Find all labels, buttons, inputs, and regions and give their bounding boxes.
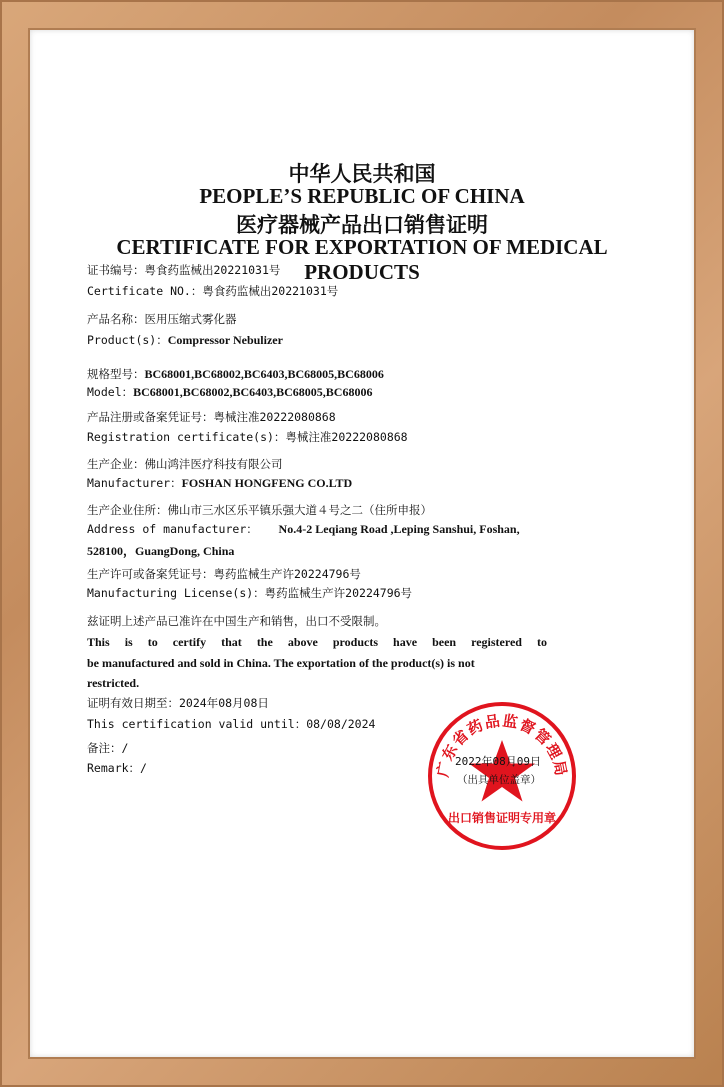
issuer-note: （出具单位盖章）: [457, 774, 541, 786]
certify-cn: 兹证明上述产品已准许在中国生产和销售，出口不受限制。: [87, 614, 386, 628]
validity-cn: 证明有效日期至：2024年08月08日: [87, 696, 269, 710]
registration-cn: 产品注册或备案凭证号：粤械注准20222080868: [87, 410, 336, 424]
license-cn: 生产许可或备案凭证号：粤药监械生产许20224796号: [87, 567, 361, 581]
registration-en: Registration certificate(s)：粤械注准20222080868: [87, 430, 408, 444]
license-en: Manufacturing License(s)：粤药监械生产许20224796号: [87, 586, 413, 600]
manufacturer-cn: 生产企业：佛山鸿沣医疗科技有限公司: [87, 457, 283, 471]
cert-no-en: Certificate NO.：粤食药监械出20221031号: [87, 284, 339, 298]
address-en-line1: Address of manufacturer： No.4-2 Leqiang Road ,Leping Sanshui, Foshan,: [87, 522, 520, 536]
certify-en-line3: restricted.: [87, 676, 140, 690]
certify-en-line2: be manufactured and sold in China. The exportation of the product(s) is not: [87, 655, 475, 670]
model-en: Model：BC68001,BC68002,BC6403,BC68005,BC68006: [87, 385, 373, 399]
product-en: Product(s)：Compressor Nebulizer: [87, 333, 283, 347]
issue-date: 2022年08月09日: [455, 755, 541, 768]
title-en-line1: CERTIFICATE FOR EXPORTATION OF MEDICAL: [116, 235, 608, 259]
country-en: PEOPLE’S REPUBLIC OF CHINA: [199, 184, 525, 208]
product-cn: 产品名称：医用压缩式雾化器: [87, 312, 237, 326]
seal-ring-text: 广东省药品监督管理局: [433, 711, 571, 779]
remark-en: Remark：/: [87, 761, 147, 775]
address-en-line2: 528100，GuangDong, China: [87, 544, 235, 558]
address-cn: 生产企业住所：佛山市三水区乐平镇乐强大道４号之二（住所申报）: [87, 503, 432, 517]
model-cn: 规格型号：BC68001,BC68002,BC6403,BC68005,BC68006: [87, 367, 384, 381]
title-cn: 医疗器械产品出口销售证明: [236, 212, 488, 237]
certify-en: [87, 632, 547, 694]
certify-en-line1: This is to certify that the above products have been registered to: [87, 635, 547, 649]
seal-star-icon: [469, 740, 535, 802]
country-cn: 中华人民共和国: [288, 161, 436, 186]
title-en-line2: PRODUCTS: [304, 260, 420, 284]
validity-en: This certification valid until：08/08/2024: [87, 717, 376, 731]
remark-cn: 备注：/: [87, 741, 129, 755]
cert-no-cn: 证书编号：粤食药监械出20221031号: [87, 263, 281, 277]
manufacturer-en: Manufacturer：FOSHAN HONGFENG CO.LTD: [87, 476, 353, 490]
seal-bottom-text: 出口销售证明专用章: [447, 811, 557, 825]
